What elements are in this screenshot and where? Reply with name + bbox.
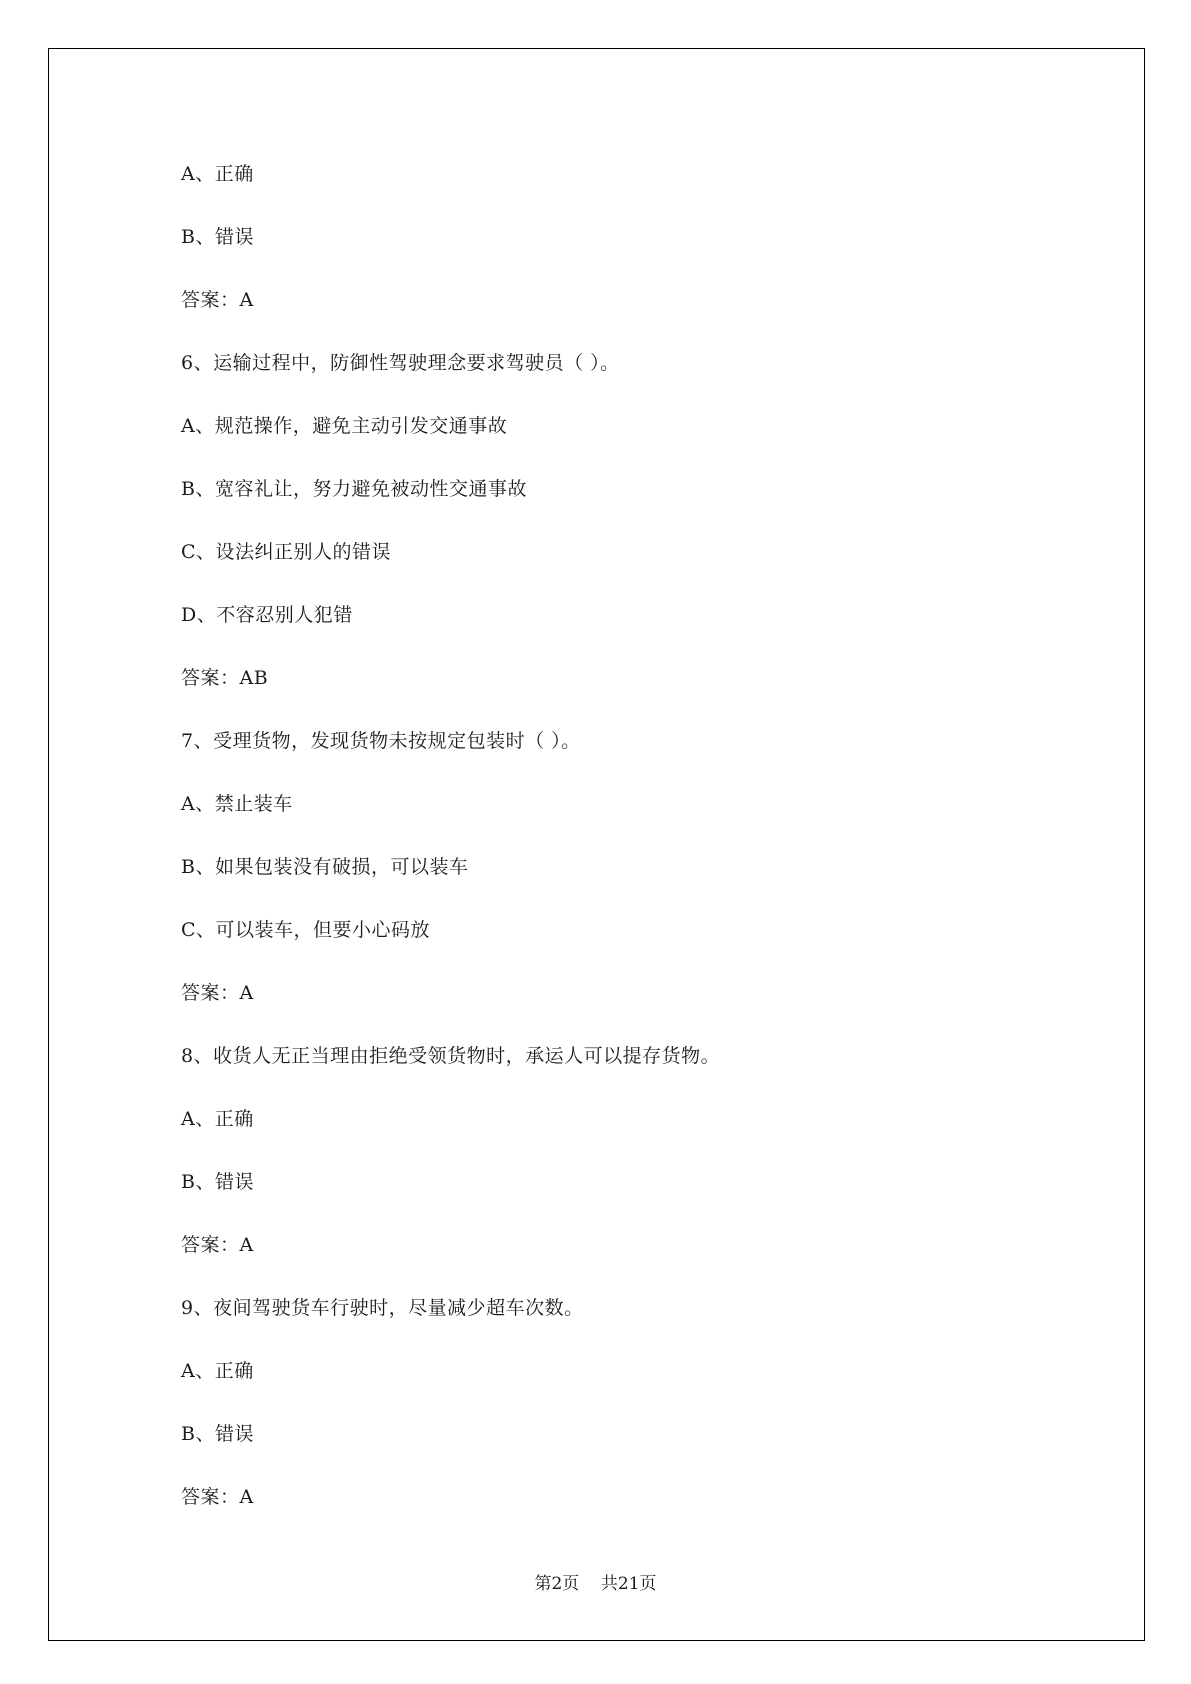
total-pages: 共21页 — [600, 1574, 657, 1594]
answer: 答案：A — [181, 289, 254, 311]
question-8: 8、收货人无正当理由拒绝受领货物时，承运人可以提存货物。 — [181, 1045, 721, 1067]
option-b: B、错误 — [181, 226, 254, 248]
question-9: 9、夜间驾驶货车行驶时，尽量减少超车次数。 — [181, 1297, 584, 1319]
option-b: B、错误 — [181, 1171, 254, 1193]
page-number: 第2页 — [534, 1574, 580, 1594]
answer: 答案：A — [181, 1234, 254, 1256]
answer: 答案：A — [181, 982, 254, 1004]
option-d: D、不容忍别人犯错 — [181, 604, 353, 626]
option-a: A、正确 — [181, 1360, 254, 1382]
option-b: B、如果包装没有破损，可以装车 — [181, 856, 469, 878]
page-border — [48, 48, 1145, 1641]
option-c: C、设法纠正别人的错误 — [181, 541, 392, 563]
question-7: 7、受理货物，发现货物未按规定包装时（ ）。 — [181, 730, 581, 752]
option-a: A、禁止装车 — [181, 793, 293, 815]
option-c: C、可以装车，但要小心码放 — [181, 919, 431, 941]
page-footer — [0, 1573, 1191, 1595]
option-b: B、宽容礼让，努力避免被动性交通事故 — [181, 478, 527, 500]
option-a: A、正确 — [181, 163, 254, 185]
answer: 答案：A — [181, 1486, 254, 1508]
answer: 答案：AB — [181, 667, 269, 689]
question-6: 6、运输过程中，防御性驾驶理念要求驾驶员（ ）。 — [181, 352, 620, 374]
option-a: A、规范操作，避免主动引发交通事故 — [181, 415, 508, 437]
option-b: B、错误 — [181, 1423, 254, 1445]
option-a: A、正确 — [181, 1108, 254, 1130]
